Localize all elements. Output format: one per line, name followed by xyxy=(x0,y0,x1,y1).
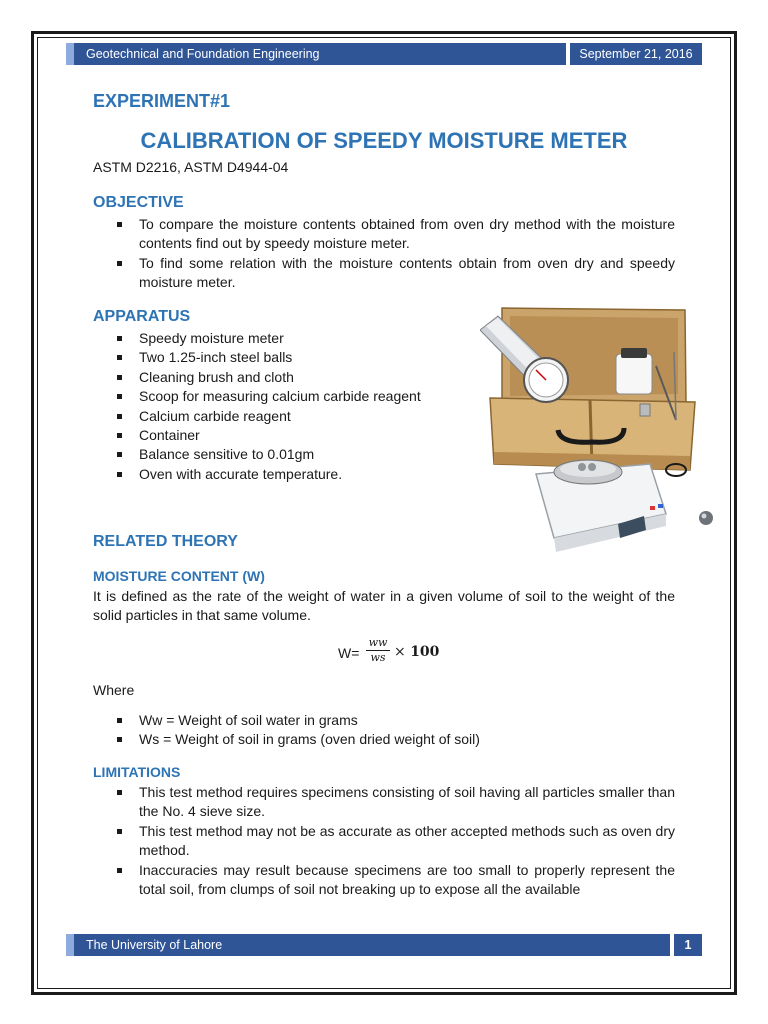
where-label: Where xyxy=(93,682,135,698)
list-item: To find some relation with the moisture contents obtain from oven dry and speedy moisture meter. xyxy=(93,254,675,293)
formula-lhs: W= xyxy=(338,645,360,661)
limitations-list xyxy=(93,783,675,899)
moisture-content-heading: MOISTURE CONTENT (W) xyxy=(93,568,265,584)
list-item: To compare the moisture contents obtained from oven dry method with the moisture contents find out by speedy moisture meter. xyxy=(93,215,675,254)
list-item: Container xyxy=(93,426,473,445)
list-item: Speedy moisture meter xyxy=(93,329,473,348)
footer-university: The University of Lahore xyxy=(66,934,670,956)
objective-heading: OBJECTIVE xyxy=(93,194,184,211)
list-item: Balance sensitive to 0.01gm xyxy=(93,445,473,464)
page-footer xyxy=(66,934,702,956)
formula-numerator: ww xyxy=(366,636,390,651)
experiment-number: EXPERIMENT#1 xyxy=(93,91,231,111)
list-item: This test method may not be as accurate as other accepted methods such as oven dry method. xyxy=(93,822,675,861)
list-item: Calcium carbide reagent xyxy=(93,407,473,426)
where-list xyxy=(93,711,675,750)
apparatus-list xyxy=(93,329,473,484)
apparatus-heading: APPARATUS xyxy=(93,308,191,325)
experiment-title: CALIBRATION OF SPEEDY MOISTURE METER xyxy=(140,128,628,153)
list-item: Ww = Weight of soil water in grams xyxy=(93,711,675,730)
related-theory-heading: RELATED THEORY xyxy=(93,533,238,550)
list-item: Inaccuracies may result because specimens are too small to properly represent the total soil, from clumps of soil not breaking up to expose all the available xyxy=(93,861,675,900)
formula-times: × xyxy=(394,644,406,660)
list-item: This test method requires specimens consisting of soil having all particles smaller than the No. 4 sieve size. xyxy=(93,783,675,822)
header-course: Geotechnical and Foundation Engineering xyxy=(66,43,566,65)
list-item: Two 1.25-inch steel balls xyxy=(93,348,473,367)
formula-fraction xyxy=(366,636,390,665)
astm-standards: ASTM D2216, ASTM D4944-04 xyxy=(93,159,289,175)
list-item: Cleaning brush and cloth xyxy=(93,368,473,387)
apparatus-photo xyxy=(480,302,722,564)
list-item: Ws = Weight of soil in grams (oven dried weight of soil) xyxy=(93,730,675,749)
header-date: September 21, 2016 xyxy=(570,43,702,65)
formula-denominator: ws xyxy=(370,651,386,664)
formula-multiplier-group xyxy=(394,644,439,660)
page-header xyxy=(66,43,702,65)
page-number: 1 xyxy=(674,934,702,956)
list-item: Oven with accurate temperature. xyxy=(93,465,473,484)
limitations-heading: LIMITATIONS xyxy=(93,764,181,780)
objective-list xyxy=(93,215,675,293)
moisture-definition: It is defined as the rate of the weight of water in a given volume of soil to the weight of the solid particles in that same volume. xyxy=(93,588,675,624)
formula-multiplier: 100 xyxy=(410,644,440,660)
list-item: Scoop for measuring calcium carbide reagent xyxy=(93,387,473,406)
